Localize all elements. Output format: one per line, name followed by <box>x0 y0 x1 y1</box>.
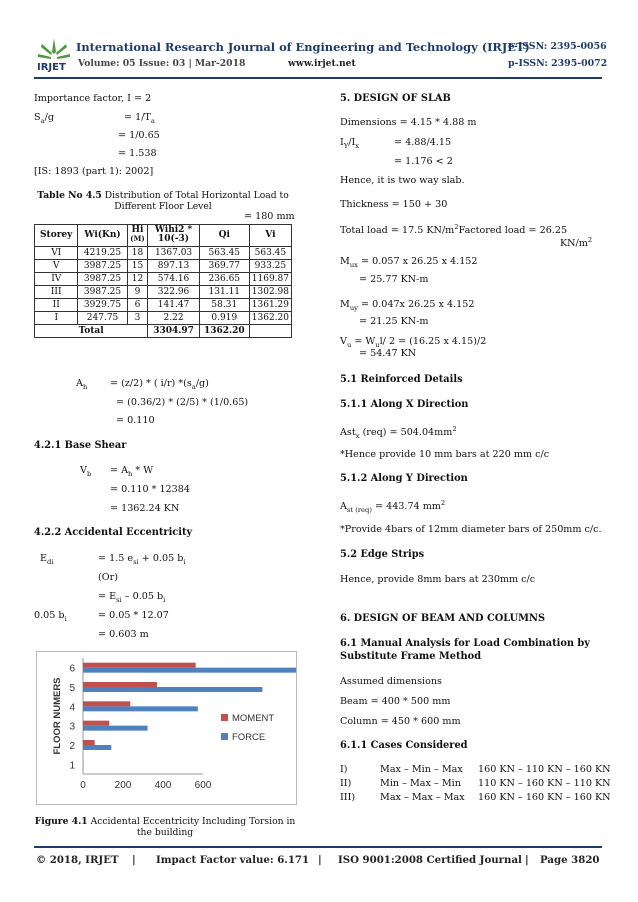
y-tick-label: 6 <box>69 663 75 675</box>
table-cell: 6 <box>127 298 148 311</box>
table-caption-text: Distribution of Total Horizontal Load to <box>101 190 289 201</box>
edi-step1: = 1.5 $e_{si} + 0.05$ $b_i$ <box>98 553 186 566</box>
beam-dimension: Beam = 400 * 500 mm <box>340 696 451 707</box>
table-cell: 18 <box>127 246 148 259</box>
table-cell: 131.11 <box>199 285 249 298</box>
col-qi: Qi <box>199 225 249 247</box>
ah-eq: $A_h$ <box>76 378 88 391</box>
logo-text: IRJET <box>37 62 66 73</box>
journal-title: International Research Journal of Engineering and Technology (IRJET) <box>76 40 530 54</box>
table-cell: IV <box>35 272 78 285</box>
vb-step2: = 0.110 * 12384 <box>110 484 190 495</box>
header-rule <box>34 77 602 79</box>
website: www.irjet.net <box>288 58 356 69</box>
heading-manual-analysis-1: 6.1 Manual Analysis for Load Combination by <box>340 638 590 649</box>
figure-caption <box>34 816 296 838</box>
bi-step2: = 0.603 m <box>98 629 149 640</box>
chart-svg <box>37 652 296 804</box>
table-cell: 1169.87 <box>249 272 291 285</box>
total-label: Total <box>35 324 148 337</box>
table-cell: 247.75 <box>78 311 127 324</box>
total-load: Total load = 17.5 $KN/m^2Factored$ load = 26.25 <box>340 223 568 237</box>
table-row <box>35 311 292 324</box>
table-cell: 563.45 <box>199 246 249 259</box>
table-row <box>35 259 292 272</box>
table-cell: 141.47 <box>148 298 200 311</box>
edi-or: (Or) <box>98 572 118 583</box>
provide-10mm: *Hence provide 10 mm bars at 220 mm c/c <box>340 449 550 460</box>
table-cell: 369.77 <box>199 259 249 272</box>
case-2-num: II) <box>340 778 352 789</box>
case-1-num: I) <box>340 764 348 775</box>
case-1-pattern: Max – Min – Max <box>380 764 463 775</box>
legend-swatch <box>221 714 228 721</box>
table-caption-label: Table No 4.5 <box>37 190 102 201</box>
sa-g-eq <box>34 112 54 125</box>
x-tick-label: 400 <box>154 780 172 791</box>
legend-label: FORCE <box>232 732 266 743</box>
table-cell: 236.65 <box>199 272 249 285</box>
figure-caption-text-2: the building <box>136 827 194 838</box>
footer-page: Page 3820 <box>540 854 600 866</box>
footer-sep-3: | <box>525 854 529 866</box>
table-cell: II <box>35 298 78 311</box>
x-tick-label: 600 <box>194 780 212 791</box>
table-total-row <box>35 324 292 337</box>
provide-8mm: Hence, provide 8mm bars at 230mm c/c <box>340 574 536 585</box>
footer-copyright: © 2018, IRJET <box>36 854 119 866</box>
total-wihi2: 3304.97 <box>148 324 200 337</box>
ly-lx-step1: = 4.88/4.15 <box>394 137 452 148</box>
table-unit: = 180 mm <box>244 211 295 222</box>
ah-step2: = (0.36/2) * (2/5) * (1/0.65) <box>116 397 249 408</box>
table-cell: 9 <box>127 285 148 298</box>
sa-symbol: S <box>34 112 41 123</box>
table-cell: 322.96 <box>148 285 200 298</box>
heading-beam-columns: 6. DESIGN OF BEAM AND COLUMNS <box>340 613 546 624</box>
sa-sub: a <box>40 116 45 125</box>
y-tick-label: 4 <box>69 702 75 714</box>
bar-force <box>83 706 198 711</box>
table-cell: 574.16 <box>148 272 200 285</box>
bi-lhs: 0.05 $b_i$ <box>34 610 67 623</box>
bar-moment <box>83 682 157 687</box>
bi-step1: = 0.05 * 12.07 <box>98 610 169 621</box>
table-cell: 3987.25 <box>78 272 127 285</box>
footer-rule <box>34 846 602 848</box>
bar-force <box>83 687 262 692</box>
footer-iso: ISO 9001:2008 Certified Journal <box>338 854 522 866</box>
figure-label: Figure 4.1 <box>34 816 88 827</box>
table-cell: 2.22 <box>148 311 200 324</box>
figure-caption-text: Accidental Eccentricity Including Torsion in <box>87 816 296 827</box>
heading-along-x: 5.1.1 Along X Direction <box>340 399 469 410</box>
col-storey: Storey <box>35 225 78 247</box>
table-cell: III <box>35 285 78 298</box>
muy: $M_{uy} = 0.047x$ 26.25 x 4.152 <box>340 299 475 312</box>
y-tick-label: 1 <box>69 760 75 772</box>
ly-lx-step2: = 1.176 < 2 <box>394 156 453 167</box>
table-row <box>35 272 292 285</box>
heading-base-shear: 4.2.1 Base Shear <box>34 440 127 451</box>
case-1-values: 160 KN – 110 KN – 160 KN <box>478 764 611 775</box>
bar-moment <box>83 663 196 668</box>
case-3-pattern: Max – Max – Max <box>380 792 465 803</box>
heading-manual-analysis-2: Substitute Frame Method <box>340 651 482 662</box>
footer-impact: Impact Factor value: 6.171 <box>156 854 310 866</box>
bar-force <box>83 745 111 750</box>
x-tick-label: 200 <box>114 780 132 791</box>
table-header-row <box>35 225 292 247</box>
heading-design-of-slab: 5. DESIGN OF SLAB <box>340 93 451 104</box>
heading-cases-considered: 6.1.1 Cases Considered <box>340 740 468 751</box>
vb-step1: = $A_h$ * W <box>110 465 154 478</box>
footer-sep-2: | <box>318 854 322 866</box>
table-cell: 0.919 <box>199 311 249 324</box>
p-issn: p-ISSN: 2395-0072 <box>508 58 608 69</box>
y-axis-title: FLOOR NUMERS <box>52 677 63 755</box>
eccentricity-chart <box>36 651 297 805</box>
assumed-dimensions: Assumed dimensions <box>340 676 442 687</box>
bar-force <box>83 668 296 673</box>
case-2-pattern: Min – Max – Min <box>380 778 461 789</box>
ah-step3: = 0.110 <box>116 415 155 426</box>
vu-value: = 54.47 KN <box>359 348 417 359</box>
heading-along-y: 5.1.2 Along Y Direction <box>340 473 468 484</box>
table-cell: 58.31 <box>199 298 249 311</box>
table-cell: 1361.29 <box>249 298 291 311</box>
legend-swatch <box>221 733 228 740</box>
bar-force <box>83 726 148 731</box>
case-3-num: III) <box>340 792 356 803</box>
legend-label: MOMENT <box>232 713 275 724</box>
ah-step1: = (z/2) * ( i/r) $*(s_a/g)$ <box>110 378 209 391</box>
table-cell: 3987.25 <box>78 259 127 272</box>
table-cell: 933.25 <box>249 259 291 272</box>
table-cell: I <box>35 311 78 324</box>
footer-sep-1: | <box>132 854 136 866</box>
x-tick-label: 0 <box>80 780 86 791</box>
table-cell: 12 <box>127 272 148 285</box>
sa-g-step2: = 1/0.65 <box>118 130 160 141</box>
volume-issue: Volume: 05 Issue: 03 | Mar-2018 <box>78 58 246 69</box>
ly-lx: $I_Y/I_x$ <box>340 137 360 150</box>
y-tick-label: 3 <box>69 721 75 733</box>
thickness: Thickness = 150 + 30 <box>340 199 448 210</box>
vu: $V_u = W_ul/$ 2 = (16.25 x 4.15)/2 <box>340 336 487 349</box>
two-way-slab: Hence, it is two way slab. <box>340 175 465 186</box>
table-cell: 897.13 <box>148 259 200 272</box>
col-hi: Hi (M) <box>127 225 148 247</box>
is-code-ref: [IS: 1893 (part 1): 2002] <box>34 166 154 177</box>
sa-g: /g <box>44 112 54 123</box>
y-tick-label: 5 <box>69 683 75 694</box>
mux-value: = 25.77 KN-m <box>359 274 429 285</box>
vb-step3: = 1362.24 KN <box>110 503 180 514</box>
table-cell: 563.45 <box>249 246 291 259</box>
heading-accidental-eccentricity: 4.2.2 Accidental Eccentricity <box>34 527 193 538</box>
case-3-values: 160 KN – 160 KN – 160 KN <box>478 792 611 803</box>
col-wi: Wi(Kn) <box>78 225 127 247</box>
bar-moment <box>83 721 109 726</box>
e-issn: e-ISSN: 2395-0056 <box>508 41 607 52</box>
table-cell: V <box>35 259 78 272</box>
sa-g-step3: = 1.538 <box>118 148 157 159</box>
col-vi: Vi <box>249 225 291 247</box>
ta-eq: = 1/T <box>124 112 151 123</box>
sa-g-value <box>124 112 155 125</box>
astx: Ast$_x$ $(req) = 504.04mm^2$ <box>340 425 457 441</box>
table-cell: 3987.25 <box>78 285 127 298</box>
vb-lhs: $V_b$ <box>80 465 92 478</box>
total-load-unit: $KN/m^2$ <box>560 236 593 250</box>
muy-value: = 21.25 KN-m <box>359 316 429 327</box>
table-cell: 4219.25 <box>78 246 127 259</box>
table-cell: VI <box>35 246 78 259</box>
heading-reinforced-details: 5.1 Reinforced Details <box>340 374 463 385</box>
table-row <box>35 285 292 298</box>
mux: $M_{ux} = 0.057$ x 26.25 x 4.152 <box>340 256 478 269</box>
table-caption <box>34 190 292 212</box>
asty: $A_{st (req)} = 443.74$ $mm^2$ <box>340 499 446 515</box>
case-2-values: 110 KN – 160 KN – 110 KN <box>478 778 611 789</box>
table-cell: 3929.75 <box>78 298 127 311</box>
bar-moment <box>83 701 130 706</box>
table-cell: 1367.03 <box>148 246 200 259</box>
heading-edge-strips: 5.2 Edge Strips <box>340 549 425 560</box>
ta-sub: a <box>150 116 155 125</box>
total-empty <box>249 324 291 337</box>
table-row <box>35 246 292 259</box>
edi-lhs: $E_{di}$ <box>40 553 54 566</box>
importance-factor: Importance factor, I = 2 <box>34 93 152 104</box>
table-cell: 1362.20 <box>249 311 291 324</box>
bar-moment <box>83 740 95 745</box>
slab-dimensions: Dimensions = 4.15 * 4.88 m <box>340 117 477 128</box>
total-qi: 1362.20 <box>199 324 249 337</box>
load-distribution-table <box>34 224 292 338</box>
table-caption-text-2: Different Floor Level <box>114 201 212 212</box>
col-wihi2: Wihi2 * 10(-3) <box>148 225 200 247</box>
column-dimension: Column = 450 * 600 mm <box>340 716 461 727</box>
table-cell: 3 <box>127 311 148 324</box>
edi-step3: = $E_{si} - 0.05$ $b_i$ <box>98 591 166 604</box>
y-tick-label: 2 <box>69 741 75 752</box>
table-row <box>35 298 292 311</box>
provide-12mm: *Provide 4bars of 12mm diameter bars of 250mm c/c. <box>340 524 602 535</box>
table-cell: 15 <box>127 259 148 272</box>
table-cell: 1302.98 <box>249 285 291 298</box>
